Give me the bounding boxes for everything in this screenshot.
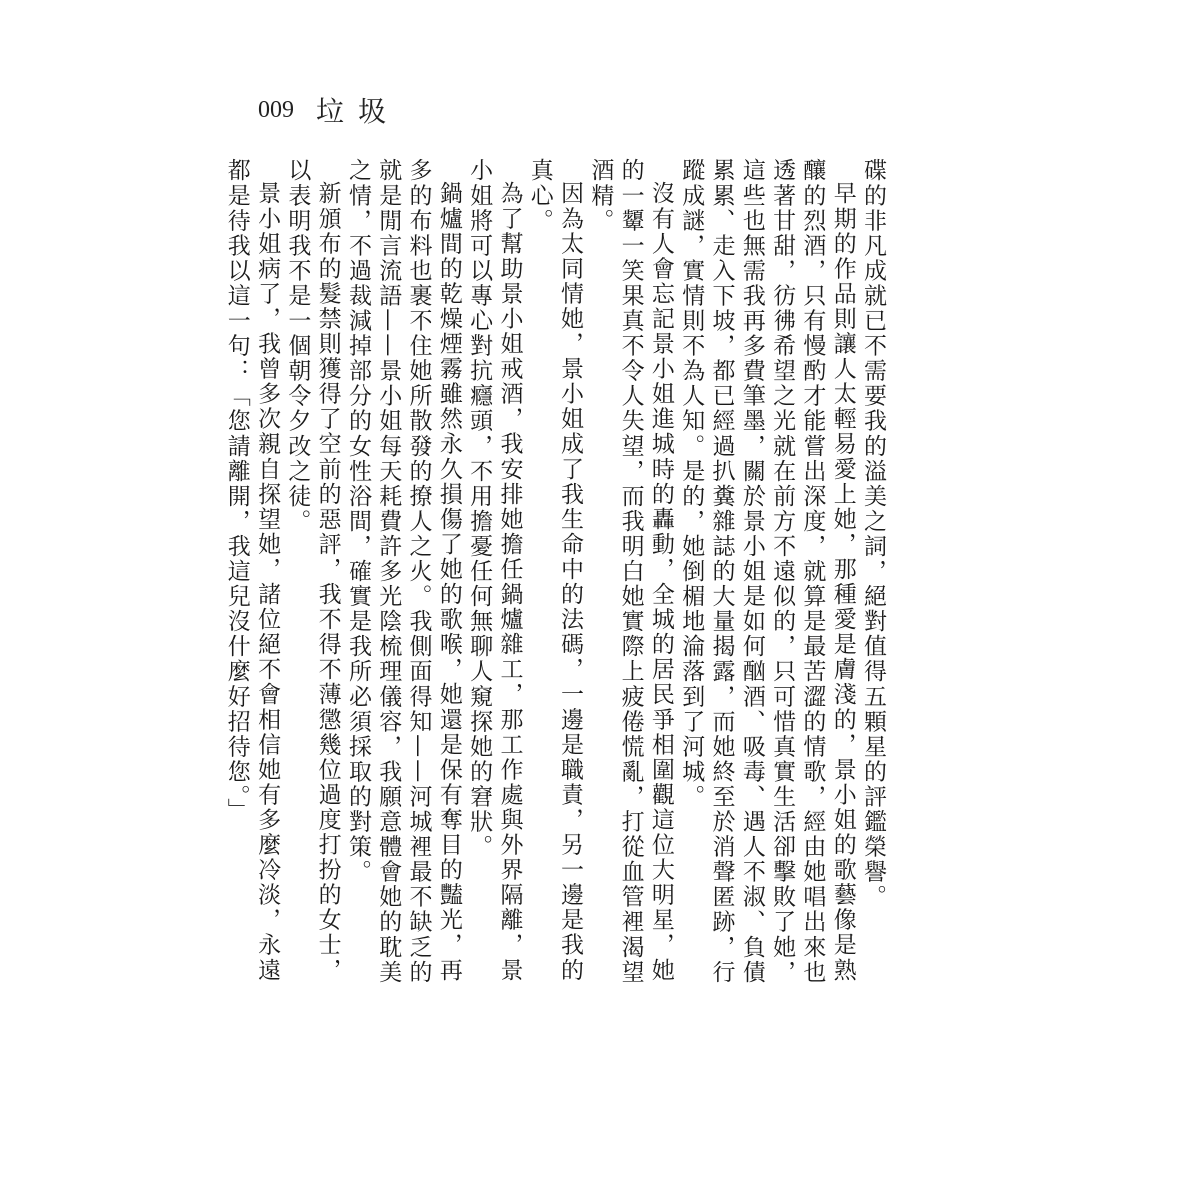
chapter-title: 垃圾 <box>316 97 401 128</box>
paragraph: 新頒布的髮禁則獲得了空前的惡評，我不得不薄懲幾位過度打扮的女士，以表明我不是一個朝令夕改之徒。 <box>284 158 341 983</box>
paragraph: 鍋爐間的乾燥煙霧雖然永久損傷了她的歌喉，她還是保有奪目的豔光，再多的布料也裹不住她所散發的撩人之火。我側面得知——河城裡最不缺乏的就是閒言流語——景小姐每天耗費許多光陰梳理儀容，我願意體會她的耽美之情，不過裁減掉部分的女性浴間，確實是我所必須採取的對策。 <box>344 158 462 985</box>
page-number: 009 <box>258 96 294 123</box>
paragraph: 景小姐病了，我曾多次親自探望她，諸位絕不會相信她有多麼冷淡，永遠都是待我以這一句：「您請離開，我這兒沒什麼好招待您。」 <box>223 158 281 983</box>
paragraph: 碟的非凡成就已不需要我的溢美之詞，絕對值得五顆星的評鑑榮譽。 <box>860 158 886 910</box>
paragraph: 為了幫助景小姐戒酒，我安排她擔任鍋爐雜工，那工作處與外界隔離，景小姐將可以專心對抗癮頭，不用擔憂任何無聊人窺探她的窘狀。 <box>466 158 523 983</box>
paragraph: 沒有人會忘記景小姐進城時的轟動，全城的居民爭相圍觀這位大明星，她的一顰一笑果真不令人失望，而我明白她實際上疲倦慌亂，打從血管裡渴望酒精。 <box>587 158 674 985</box>
vertical-body-text <box>223 158 888 998</box>
running-header <box>258 90 400 130</box>
paragraph: 早期的作品則讓人太輕易愛上她，那種愛是膚淺的，景小姐的歌藝像是熟釀的烈酒，只有慢酌才能嘗出深度，就算是最苦澀的情歌，經由她唱出來也透著甘甜，彷彿希望之光就在前方不遠似的，只可惜真實生活卻擊敗了她，這些也無需我再多費筆墨，關於景小姐是如何酗酒、吸毒、遇人不淑、負債累累、走入下坡，都已經過扒糞雜誌的大量揭露，而她終至於消聲匿跡，行蹤成謎，實情則不為人知。是的，她倒楣地淪落到了河城。 <box>678 158 856 985</box>
paragraph: 因為太同情她，景小姐成了我生命中的法碼，一邊是職責，另一邊是我的真心。 <box>526 158 584 983</box>
